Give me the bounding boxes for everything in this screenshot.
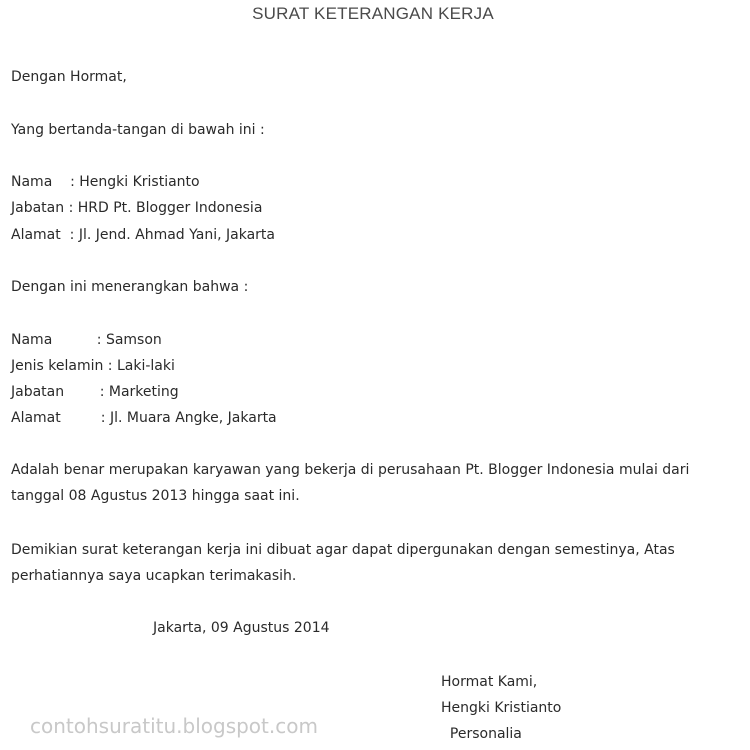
watermark: contohsuratitu.blogspot.com: [30, 714, 318, 738]
employee-gender: Jenis kelamin : Laki-laki: [11, 358, 175, 374]
employee-name: Nama : Samson: [11, 332, 162, 348]
signer-position: Jabatan : HRD Pt. Blogger Indonesia: [11, 200, 263, 216]
intro-text: Yang bertanda-tangan di bawah ini :: [11, 122, 265, 138]
signature-position: Personalia: [441, 726, 522, 742]
employee-address: Alamat : Jl. Muara Angke, Jakarta: [11, 410, 277, 426]
statement-intro: Dengan ini menerangkan bahwa :: [11, 279, 249, 295]
signature-salutation: Hormat Kami,: [441, 674, 538, 690]
signer-address: Alamat : Jl. Jend. Ahmad Yani, Jakarta: [11, 227, 275, 243]
employee-position: Jabatan : Marketing: [11, 384, 179, 400]
body-paragraph: Adalah benar merupakan karyawan yang bekerja di perusahaan Pt. Blogger Indonesia mulai dari tanggal 08 Agustus 2013 hingga saat ini.: [11, 462, 690, 504]
signature-name: Hengki Kristianto: [441, 700, 562, 716]
place-date: Jakarta, 09 Agustus 2014: [153, 620, 330, 636]
greeting: Dengan Hormat,: [11, 69, 127, 85]
closing-paragraph: Demikian surat keterangan kerja ini dibuat agar dapat dipergunakan dengan semestinya, Atas perhatiannya saya ucapkan terimakasih.: [11, 542, 675, 584]
signer-name: Nama : Hengki Kristianto: [11, 174, 200, 190]
document-title: SURAT KETERANGAN KERJA: [252, 4, 494, 23]
